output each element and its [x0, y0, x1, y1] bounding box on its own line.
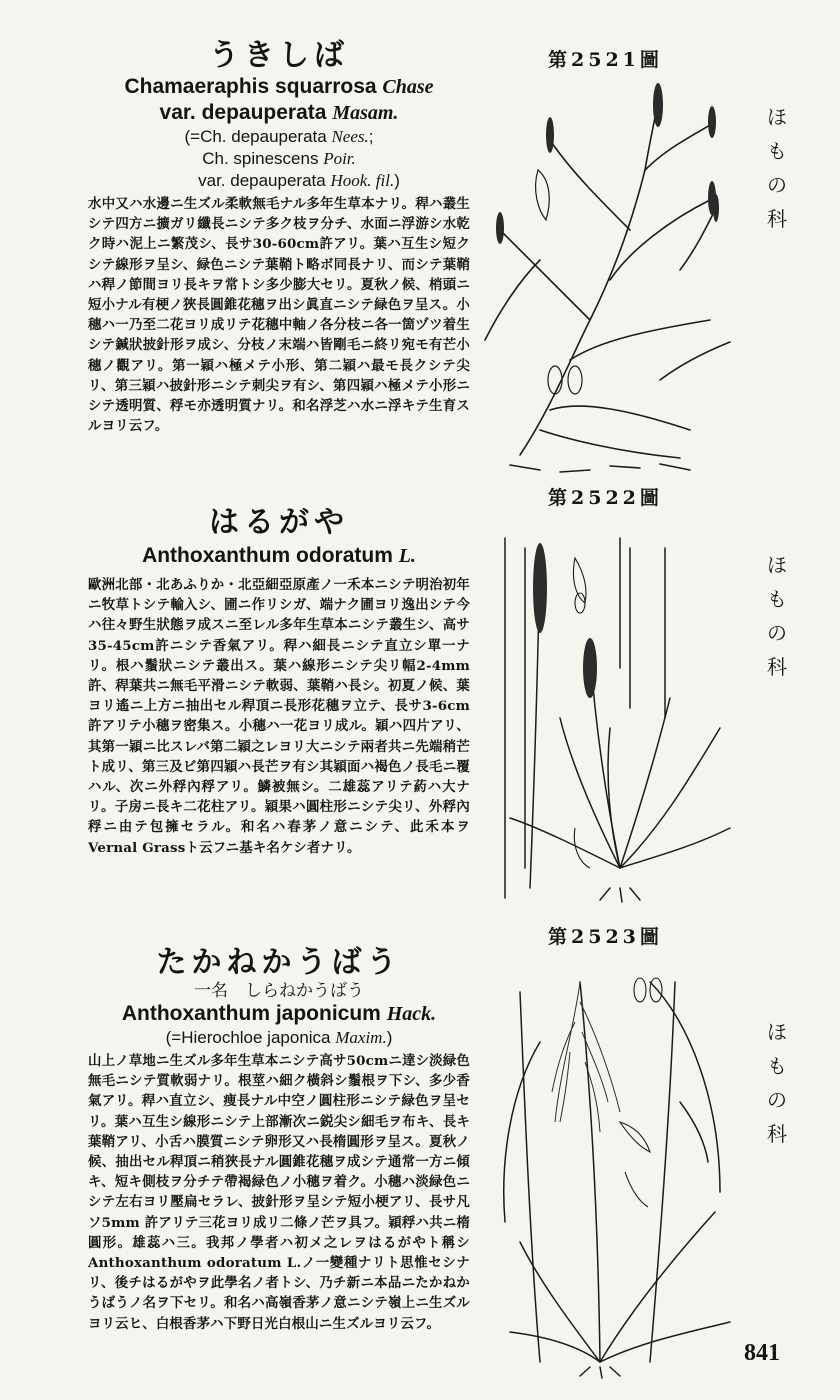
figure-label: 第2521圖 — [548, 49, 663, 71]
synonym: var. depauperata Hook. fil.) — [198, 171, 400, 190]
figure-label: 第2523圖 — [548, 926, 663, 948]
plant-illustration-2523 — [480, 962, 750, 1382]
scientific-name: Anthoxanthum odoratum L. — [142, 544, 416, 567]
figure-label: 第2522圖 — [548, 487, 663, 509]
synonym: (=Ch. depauperata Nees.; — [184, 127, 374, 146]
entry-alias: 一名 しらねかうばう — [194, 981, 364, 1001]
entry-title: はるがや — [209, 505, 349, 540]
entry-description: 山上ノ草地ニ生ズル多年生草本ニシテ高サ50cmニ達シ淡緑色無毛ニシテ質軟弱ナリ。根莖ハ細ク橫斜シ鬚根ヲ下シ、多少香氣アリ。稈ハ直立シ、痩長ナル中空ノ圓柱形ニシテ緑色ヲ呈セリ。葉ハ互生シ線形ニシテ上部漸次ニ鋭尖シ細毛ヲ布キ、長キ葉鞘アリ、小舌ハ膜質ニシテ卵形又ハ長楕圓形ヲ呈ス。夏秋ノ候、抽出セル稈頂ニ稍狹長ナル圓錐花穗ヲ成シテ通常一方ニ傾キ、短キ側枝ヲ分チテ帶褐緑色ノ小穗ヲ着ク。小穗ハ淡緑色ニシテ左右ヨリ壓扁セラレ、披針形ヲ呈シテ短小梗アリ、長サ凡ソ5mm 許アリテ三花ヨリ成リ二條ノ芒ヲ具フ。穎稃ハ共ニ楕圓形。雄蕊ハ三。我邦ノ學者ハ初メ之レヲはるがやト稱シ Anthoxanthum odoratum L.ノ一變種ナリト思惟セシナリ、後チはるがやヲ此學名ノ者トシ、乃チ新ニ本品ニたかねかうばうノ名ヲ下セリ。和名ハ高嶺香茅ノ意ニシテ嶺上ニ生ズルヨリ云ヒ、白根香茅ハ下野日光白根山ニ生ズルヨリ云フ。 — [88, 1053, 470, 1332]
scientific-name: Chamaeraphis squarrosa Chase — [124, 75, 434, 98]
entry-title: たかねかうばう — [156, 945, 402, 980]
family-label: ほもの科 — [767, 553, 787, 679]
plant-illustration-2522 — [480, 528, 750, 908]
variety-name: var. depauperata Masam. — [159, 101, 399, 124]
entry-description: 歐洲北部・北あふりか・北亞細亞原產ノ一禾本ニシテ明治初年ニ牧草トシテ輸入シ、圃ニ作リシガ、端ナク圃ヨリ逸出シテ今ハ往々野生狀態ヲ成スニ至レル多年生草本ニシテ叢生シ、高サ35-45cm許ニシテ香氣アリ。稈ハ細長ニシテ直立シ單一ナリ。根ハ鬚狀ニシテ叢出ス。葉ハ線形ニシテ尖リ幅2-4mm許、稈葉共ニ無毛平滑ニシテ軟弱、葉鞘ハ長シ。初夏ノ候、葉ヨリ遙ニ上方ニ抽出セル稈頂ニ長形花穗ヲ立テ、長サ3-6cm許アリテ小穗ヲ密集ス。小穗ハ一花ヨリ成ル。穎ハ四片アリ、其第一穎ニ比スレバ第二穎之レヨリ大ニシテ兩者共ニ先端稍芒ト成リ、第三及ビ第四穎ハ長芒ヲ有シ其穎面ハ褐色ノ長毛ニ覆ハル、次ニ外稃內稃アリ。鱗被無シ。二雄蕊アリテ葯ハ大ナリ。子房ニ長キ二花柱アリ。穎果ハ圓柱形ニシテ尖リ、外稃內稃ニ由テ包擁セラル。和名ハ春茅ノ意ニシテ、此禾本ヲ Vernal Grassト云フニ基キ名ケシ者ナリ。 — [88, 577, 470, 856]
plant-illustration-2521 — [480, 80, 750, 480]
family-label: ほもの科 — [767, 1020, 787, 1146]
synonym: (=Hierochloe japonica Maxim.) — [165, 1028, 393, 1047]
family-label: ほもの科 — [767, 105, 787, 231]
entry-description: 水中又ハ水邊ニ生ズル柔軟無毛ナル多年生草本ナリ。稈ハ叢生シテ四方ニ擴ガリ纖長ニシテ多ク枝ヲ分チ、水面ニ浮游シ水乾ク時ハ泥上ニ繁茂シ、長サ30-60cm許アリ。葉ハ互生シ短クシテ線形ヲ呈シ、緑色ニシテ葉鞘ト略ボ同長ナリ、而シテ葉鞘ハ稈ノ節間ヨリ長キヲ常トシ多少膨大セリ。夏秋ノ候、梢頭ニ短小ナル有梗ノ狹長圓錐花穗ヲ出シ眞直ニシテ緑色ヲ呈ス。小穗ハ一乃至二花ヨリ成リテ花穗中軸ノ各分枝ニ各一箇ヅツ着生シテ鍼狀披針形ヲ成シ、分枝ノ末端ハ皆剛毛ニ終リ宛モ有芒小穗ノ觀アリ。第一穎ハ極メテ小形、第二穎ハ最モ長クシテ尖リ、第三穎ハ披針形ニシテ刺尖ヲ有シ、第四穎ハ極メテ小形ニシテ透明質、稃モ亦透明質ナリ。和名浮芝ハ水ニ浮キテ生育スルヨリ云フ。 — [88, 196, 470, 435]
page-number: 841 — [744, 1340, 780, 1366]
synonym: Ch. spinescens Poir. — [202, 149, 356, 168]
scientific-name: Anthoxanthum japonicum Hack. — [121, 1002, 437, 1025]
entry-ukishiba — [88, 38, 470, 436]
entry-title: うきしば — [209, 38, 349, 73]
entry-harugaya — [88, 505, 470, 858]
entry-takanekoubou — [88, 945, 470, 1334]
